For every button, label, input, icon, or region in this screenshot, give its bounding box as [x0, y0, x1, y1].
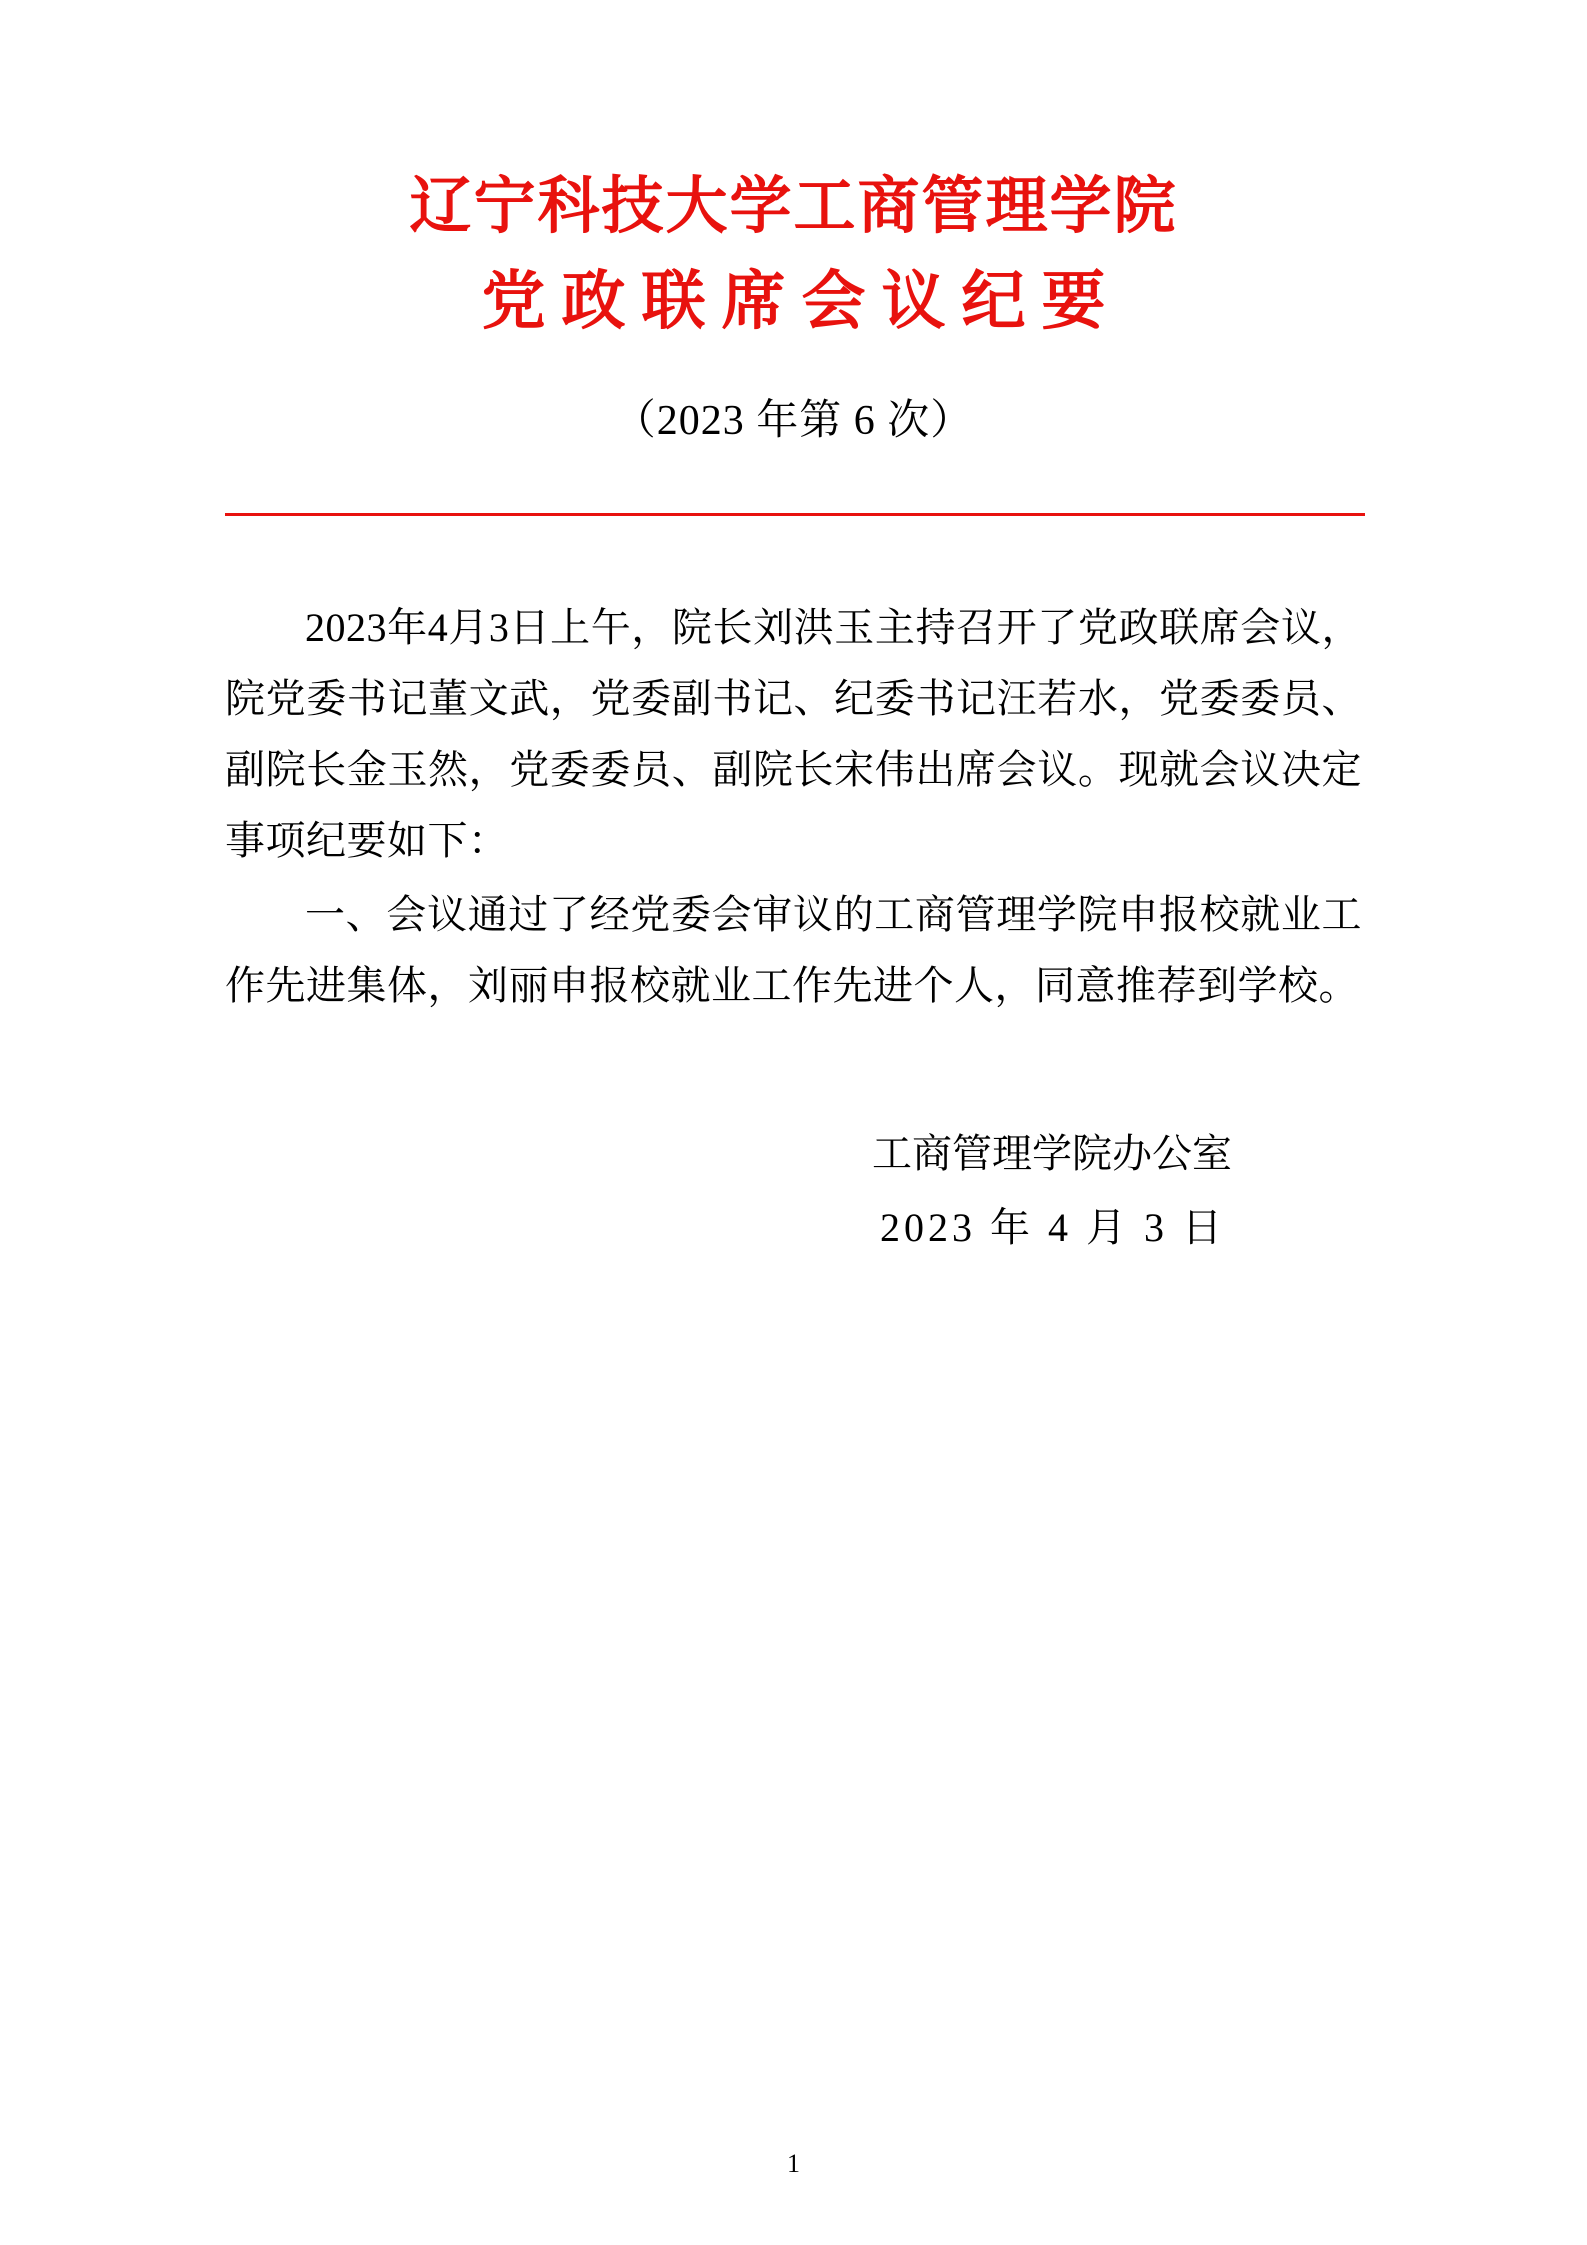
red-divider-line: [225, 513, 1365, 516]
document-issue-number: （2023 年第 6 次）: [613, 397, 974, 444]
document-title-main: 党政联席会议纪要: [481, 265, 1122, 338]
document-body: [225, 592, 1362, 1021]
body-paragraph-2: 一、会议通过了经党委会审议的工商管理学院申报校就业工作先进集体，刘丽申报校就业工作先进个人，同意推荐到学校。: [225, 891, 1362, 1008]
signature-department: 工商管理学院办公室: [872, 1130, 1232, 1176]
page-number: 1: [787, 2149, 800, 2178]
document-header: [225, 0, 1362, 447]
document-title-organization: 辽宁科技大学工商管理学院: [409, 172, 1178, 241]
signature-block: [225, 1117, 1362, 1265]
signature-date: 2023 年 4 月 3 日: [880, 1204, 1226, 1250]
body-paragraph-1: 2023年4月3日上午，院长刘洪玉主持召开了党政联席会议，院党委书记董文武，党委副书记、纪委书记汪若水，党委委员、副院长金玉然，党委委员、副院长宋伟出席会议。现就会议决定事项纪要如下：: [225, 604, 1362, 864]
